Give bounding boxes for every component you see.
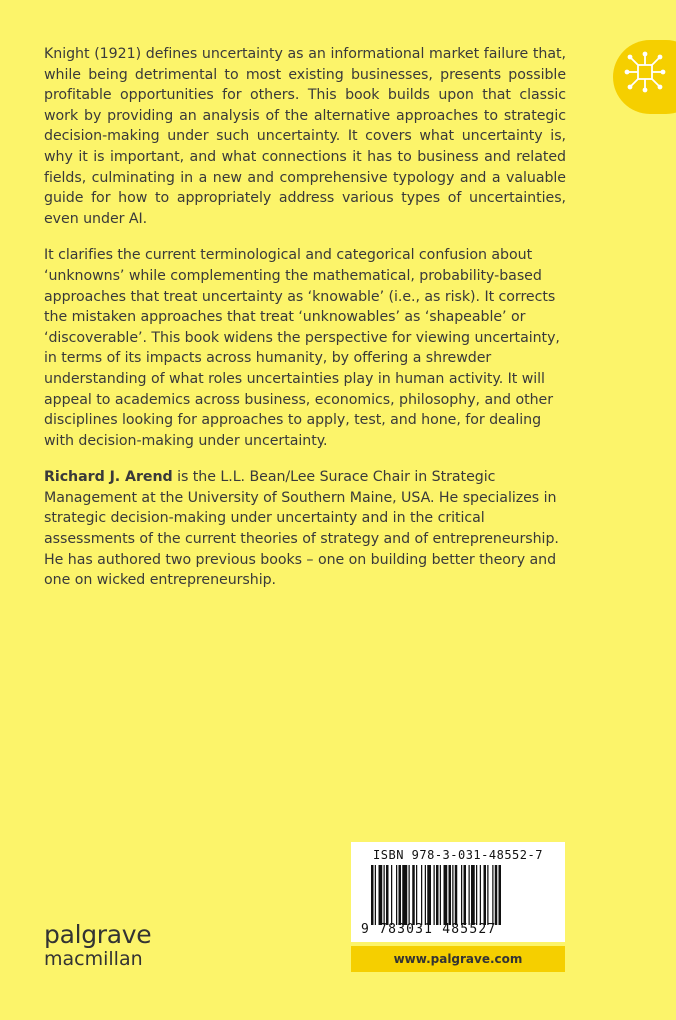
author-bio <box>44 467 566 591</box>
blurb-paragraph-2: It clarifies the current terminological and categorical confusion about ‘unknowns’ while complementing the mathematical, probability-based approaches that treat uncertainty as ‘knowable’ (i.e., as risk). It corrects the mistaken approaches that treat ‘unknowables’ as ‘shapeable’ or ‘discoverable’. This book widens the perspective for viewing uncertainty, in terms of its impacts across humanity, by offering a shrewder understanding of what roles uncertainties play in human activity. It will appeal to academics across business, economics, philosophy, and other disciplines looking for approaches to apply, test, and hone, for dealing with decision-making under uncertainty. <box>44 247 560 449</box>
blurb-text <box>44 44 566 607</box>
logo-palgrave: palgrave <box>44 920 152 949</box>
isbn-barcode <box>351 842 565 942</box>
blurb-paragraph-1: Knight (1921) defines uncertainty as an informational market failure that, while being detrimental to most existing businesses, presents possible profitable opportunities for others. This book builds upon that classic work by providing an analysis of the alternative approaches to strategic decision-making under such uncertainty. It covers what uncertainty is, why it is important, and what connections it has to business and related fields, culminating in a new and comprehensive typology and a valuable guide for how to appropriately address various types of uncertainties, even under AI. <box>44 46 566 227</box>
barcode-bars <box>371 865 551 925</box>
series-badge <box>613 40 676 114</box>
isbn-label: ISBN 978-3-031-48552-7 <box>373 848 543 862</box>
logo-macmillan: macmillan <box>44 948 143 970</box>
publisher-logo <box>44 922 151 970</box>
barcode-digits: 9 783031 485527 <box>361 922 497 937</box>
author-bio-text: is the L.L. Bean/Lee Surace Chair in Strategic Management at the University of Southern Maine, USA. He specializes in strategic decision-making under uncertainty and in the critical assessments of the current theories of strategy and of entrepreneurship. He has authored two previous books – one on building better theory and one on wicked entrepreneurship. <box>44 469 559 589</box>
publisher-url[interactable]: www.palgrave.com <box>351 946 565 972</box>
author-name: Richard J. Arend <box>44 469 173 486</box>
network-node-icon <box>623 50 667 94</box>
